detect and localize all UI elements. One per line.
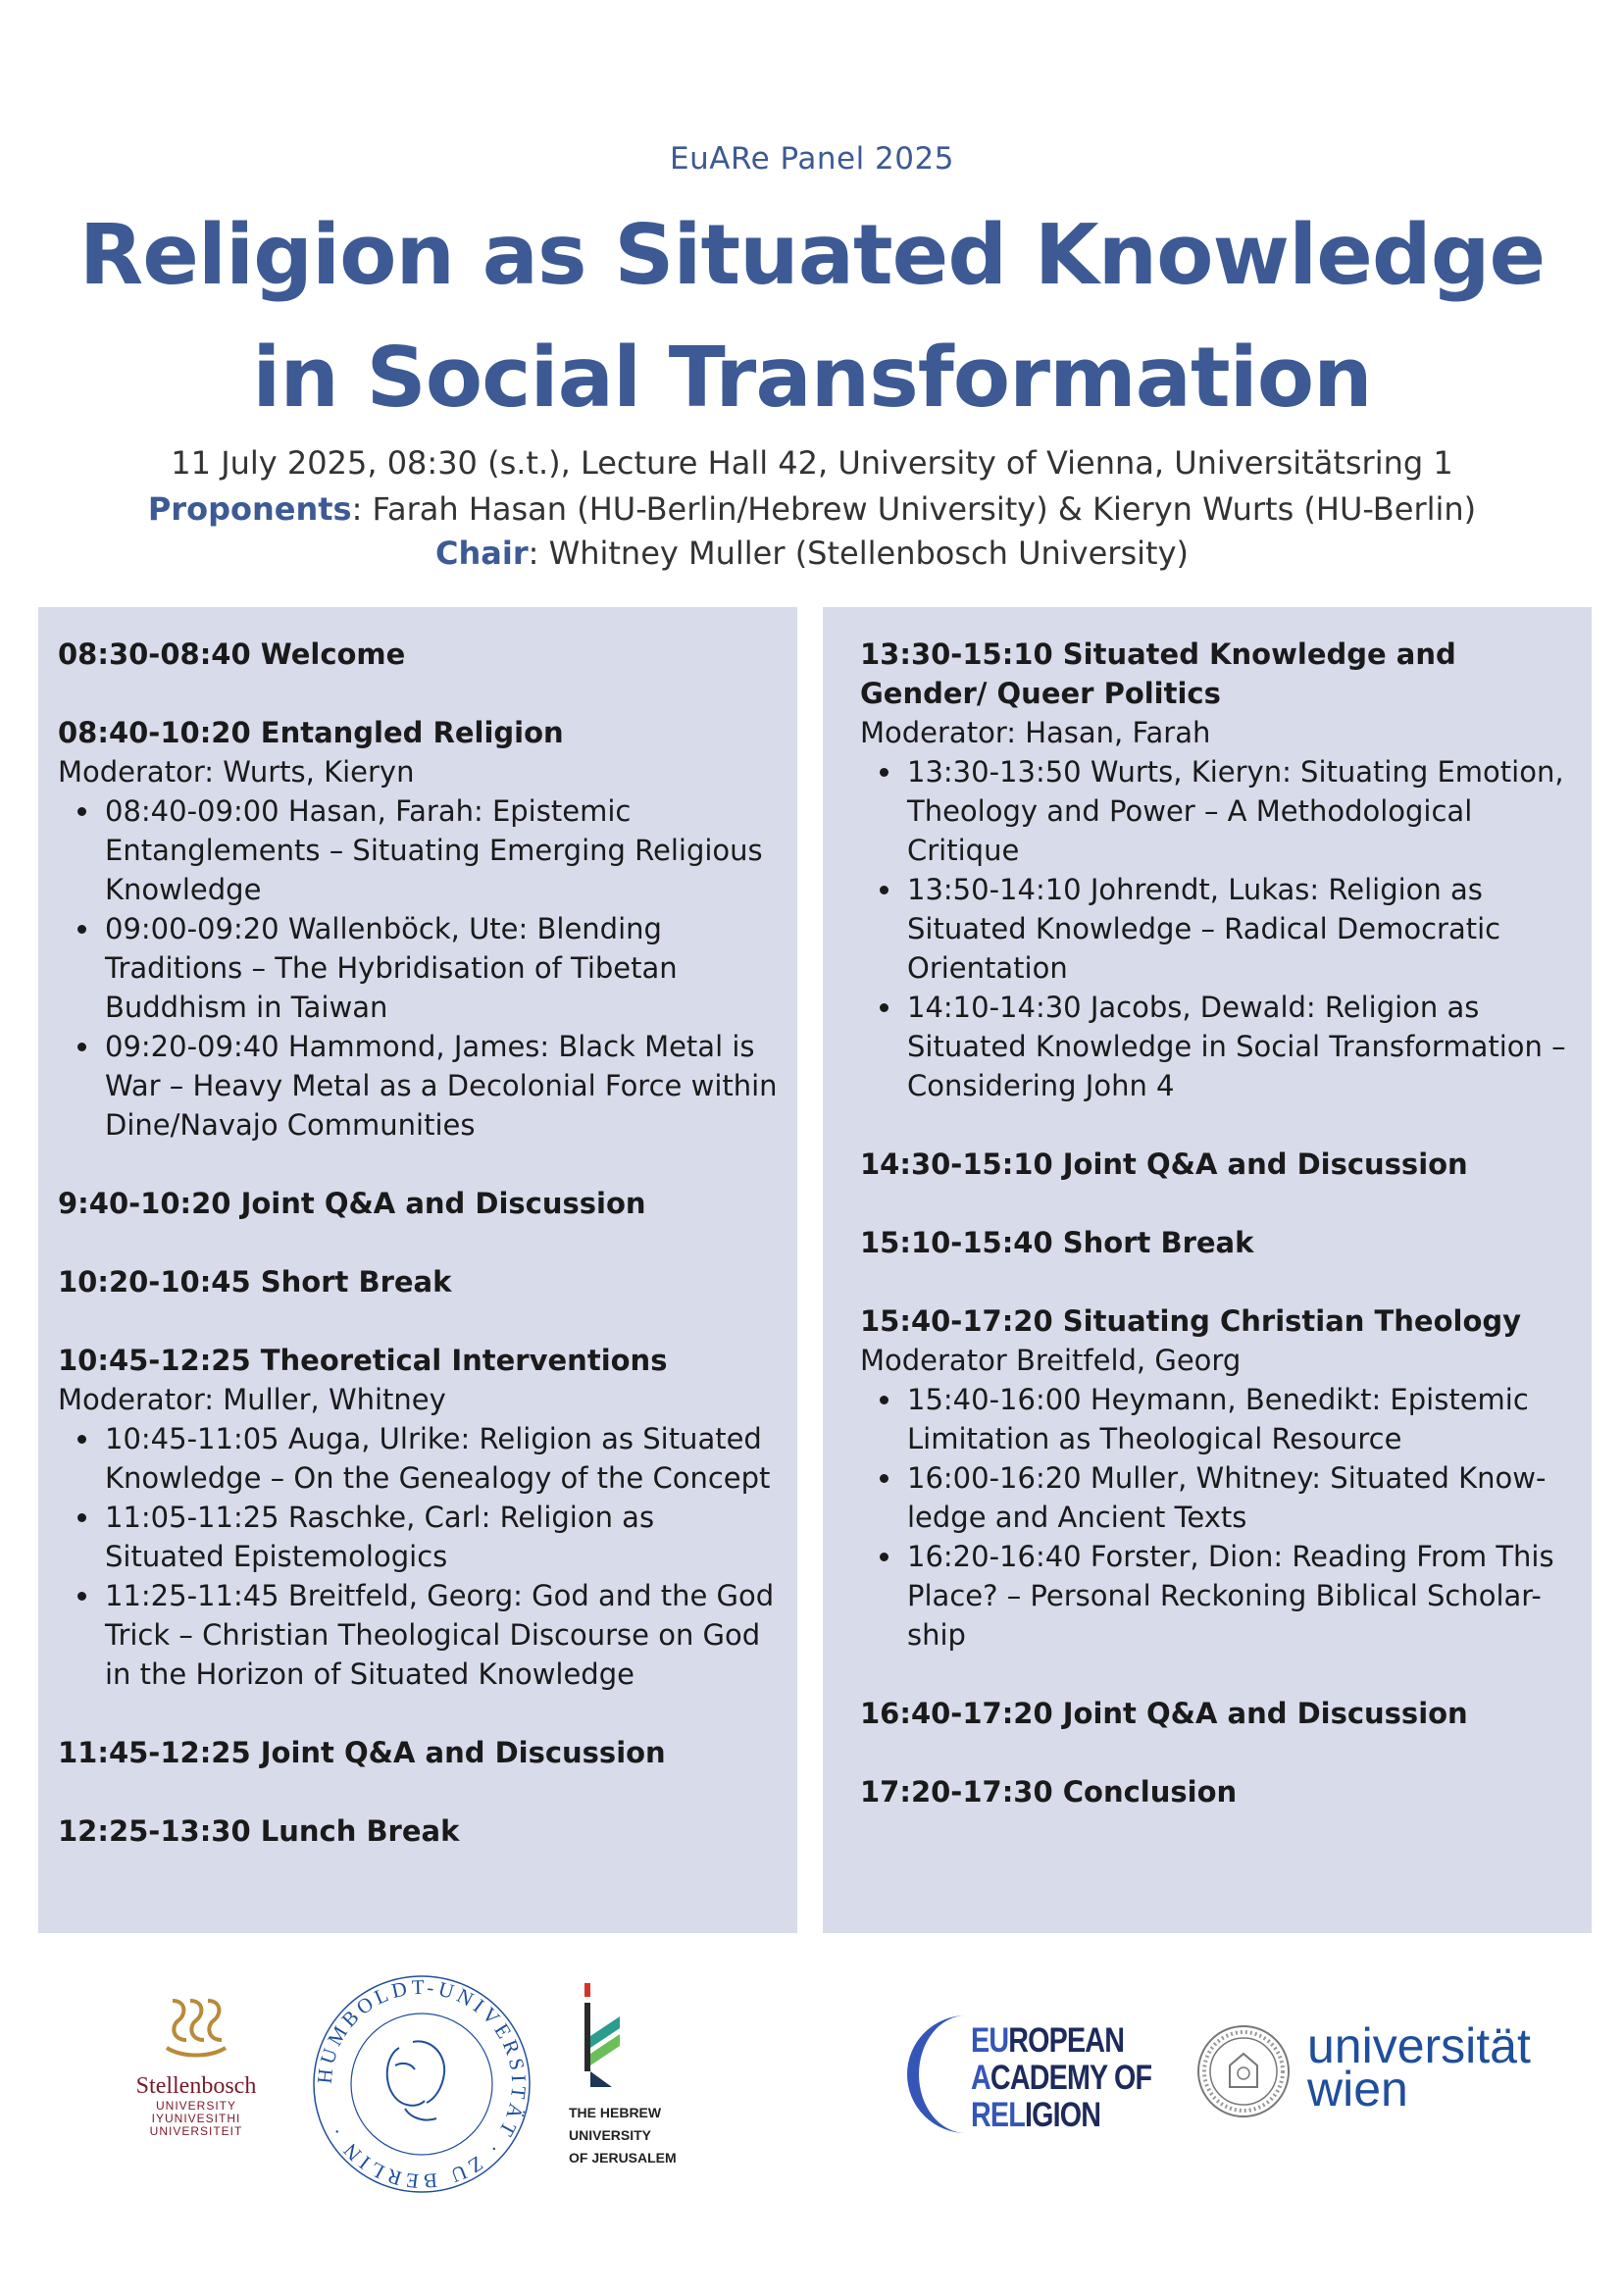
ear-crescent-icon [902,2011,971,2138]
schedule-block [860,1301,1572,1655]
slot-title: 17:20-17:30 Conclusion [860,1775,1238,1809]
humboldt-seal-icon [309,1971,534,2197]
hebrew-university-logo [569,1977,706,2167]
schedule-block [860,635,1572,1105]
huj-line-1: THE HEBREW [569,2105,662,2120]
moderator: Moderator: Wurts, Kieryn [58,755,415,789]
stellenbosch-name: Stellenbosch [135,2073,257,2099]
schedule-block [58,1811,778,1851]
schedule-block [860,1772,1572,1811]
schedule-block [58,1184,778,1223]
slot-title: 16:40-17:20 Joint Q&A and Discussion [860,1697,1468,1730]
schedule-block [860,1145,1572,1184]
schedule-block [58,1262,778,1301]
slot-title: 9:40-10:20 Joint Q&A and Discussion [58,1187,646,1220]
program-column-right [823,607,1592,1933]
page-title [0,194,1624,439]
slot-title: 10:45-12:25 Theoretical Interventions [58,1344,668,1377]
chair-value: : Whitney Muller (Stellenbosch University) [528,535,1189,572]
talk-list [58,1419,778,1694]
talk-item: 11:05-11:25 Raschke, Carl: Religion as Situated Epistemologics [105,1498,778,1576]
slot-title: 13:30-15:10 Situated Knowledge and Gender/ Queer Politics [860,637,1456,710]
slot-title: 15:40-17:20 Situating Christian Theology [860,1304,1522,1338]
stellenbosch-emblem-icon [163,1993,229,2064]
slot-title: 10:20-10:45 Short Break [58,1265,452,1299]
logo-strip [0,1971,1624,2207]
talk-item: 15:40-16:00 Heymann, Benedikt: Epistemic Limitation as Theological Resource [907,1380,1572,1458]
schedule-block [58,1733,778,1772]
panel-eyebrow: EuARe Panel 2025 [670,141,954,177]
stellenbosch-logo [118,1993,275,2138]
proponents-value: : Farah Hasan (HU-Berlin/Hebrew University) & Kieryn Wurts (HU-Berlin) [351,490,1477,528]
schedule-block [58,1341,778,1694]
talk-item: 10:45-11:05 Auga, Ulrike: Religion as Situated Knowledge – On the Genealogy of the Concept [105,1419,778,1498]
talk-list [860,752,1572,1105]
schedule-block [860,1223,1572,1262]
talk-item: 08:40-09:00 Hasan, Farah: Epistemic Entanglements – Situating Emerging Religious Knowledge [105,791,778,909]
proponents-label: Proponents [147,490,352,528]
schedule-block [58,635,778,674]
hebrew-university-emblem-icon [569,1977,628,2095]
moderator: Moderator Breitfeld, Georg [860,1344,1242,1377]
program-column-left [38,607,797,1933]
proponents [0,490,1624,528]
universitaet-wien-wordmark: universität wien [1307,2018,1531,2116]
stellenbosch-sub-3: UNIVERSITEIT [149,2124,243,2138]
slot-title: 15:10-15:40 Short Break [860,1226,1254,1259]
talk-item: 11:25-11:45 Breitfeld, Georg: God and the God Trick – Christian Theological Discourse on God in the Horizon of Situated Knowledge [105,1576,778,1694]
slot-title: 11:45-12:25 Joint Q&A and Discussion [58,1736,666,1769]
title-line-1: Religion as Situated Knowledge [78,207,1546,304]
huj-line-3: OF JERUSALEM [569,2150,677,2166]
talk-item: 09:20-09:40 Hammond, James: Black Metal is War – Heavy Metal as a Decolonial Force within Dine/Navajo Communities [105,1027,778,1145]
schedule-block [58,713,778,1145]
stellenbosch-sub-2: IYUNIVESITHI [151,2112,241,2125]
talk-item: 13:50-14:10 Johrendt, Lukas: Religion as Situated Knowledge – Radical Democratic Orientation [907,870,1572,988]
slot-title: 14:30-15:10 Joint Q&A and Discussion [860,1147,1468,1181]
slot-title: 12:25-13:30 Lunch Break [58,1814,460,1848]
talk-list [860,1380,1572,1655]
talk-item: 09:00-09:20 Wallenböck, Ute: Blending Traditions – The Hybridisation of Tibetan Buddhism in Taiwan [105,909,778,1027]
huj-line-2: UNIVERSITY [569,2127,652,2143]
svg-text:HUMBOLDT-UNIVERSITÄT · ZU BERL [313,1975,532,2194]
ear-wordmark: EUROPEAN ACADEMY OF RELIGION [971,2021,1152,2134]
chair-label: Chair [435,535,529,572]
chair [0,535,1624,572]
stellenbosch-sub-1: UNIVERSITY [155,2099,236,2113]
schedule-block [860,1694,1572,1733]
moderator: Moderator: Muller, Whitney [58,1383,446,1416]
title-line-2: in Social Transformation [252,330,1372,427]
talk-item: 16:00-16:20 Muller, Whitney: Situated Know-ledge and Ancient Texts [907,1458,1572,1537]
moderator: Moderator: Hasan, Farah [860,716,1211,749]
talk-item: 14:10-14:30 Jacobs, Dewald: Religion as Situated Knowledge in Social Transformation – Considering John 4 [907,988,1572,1105]
talk-list [58,791,778,1145]
universitaet-wien-logo [1194,2018,1548,2130]
university-vienna-seal-icon [1194,2022,1293,2120]
slot-title: 08:30-08:40 Welcome [58,637,406,671]
date-location: 11 July 2025, 08:30 (s.t.), Lecture Hall 42, University of Vienna, Universitätsring 1 [171,444,1453,482]
hu-ring-text: HUMBOLDT-UNIVERSITÄT · ZU BERLIN · [312,1974,532,2194]
talk-item: 13:30-13:50 Wurts, Kieryn: Situating Emotion, Theology and Power – A Methodological Critique [907,752,1572,870]
slot-title: 08:40-10:20 Entangled Religion [58,716,564,749]
european-academy-of-religion-logo [902,2011,1167,2148]
talk-item: 16:20-16:40 Forster, Dion: Reading From This Place? – Personal Reckoning Biblical Scholar-ship [907,1537,1572,1655]
